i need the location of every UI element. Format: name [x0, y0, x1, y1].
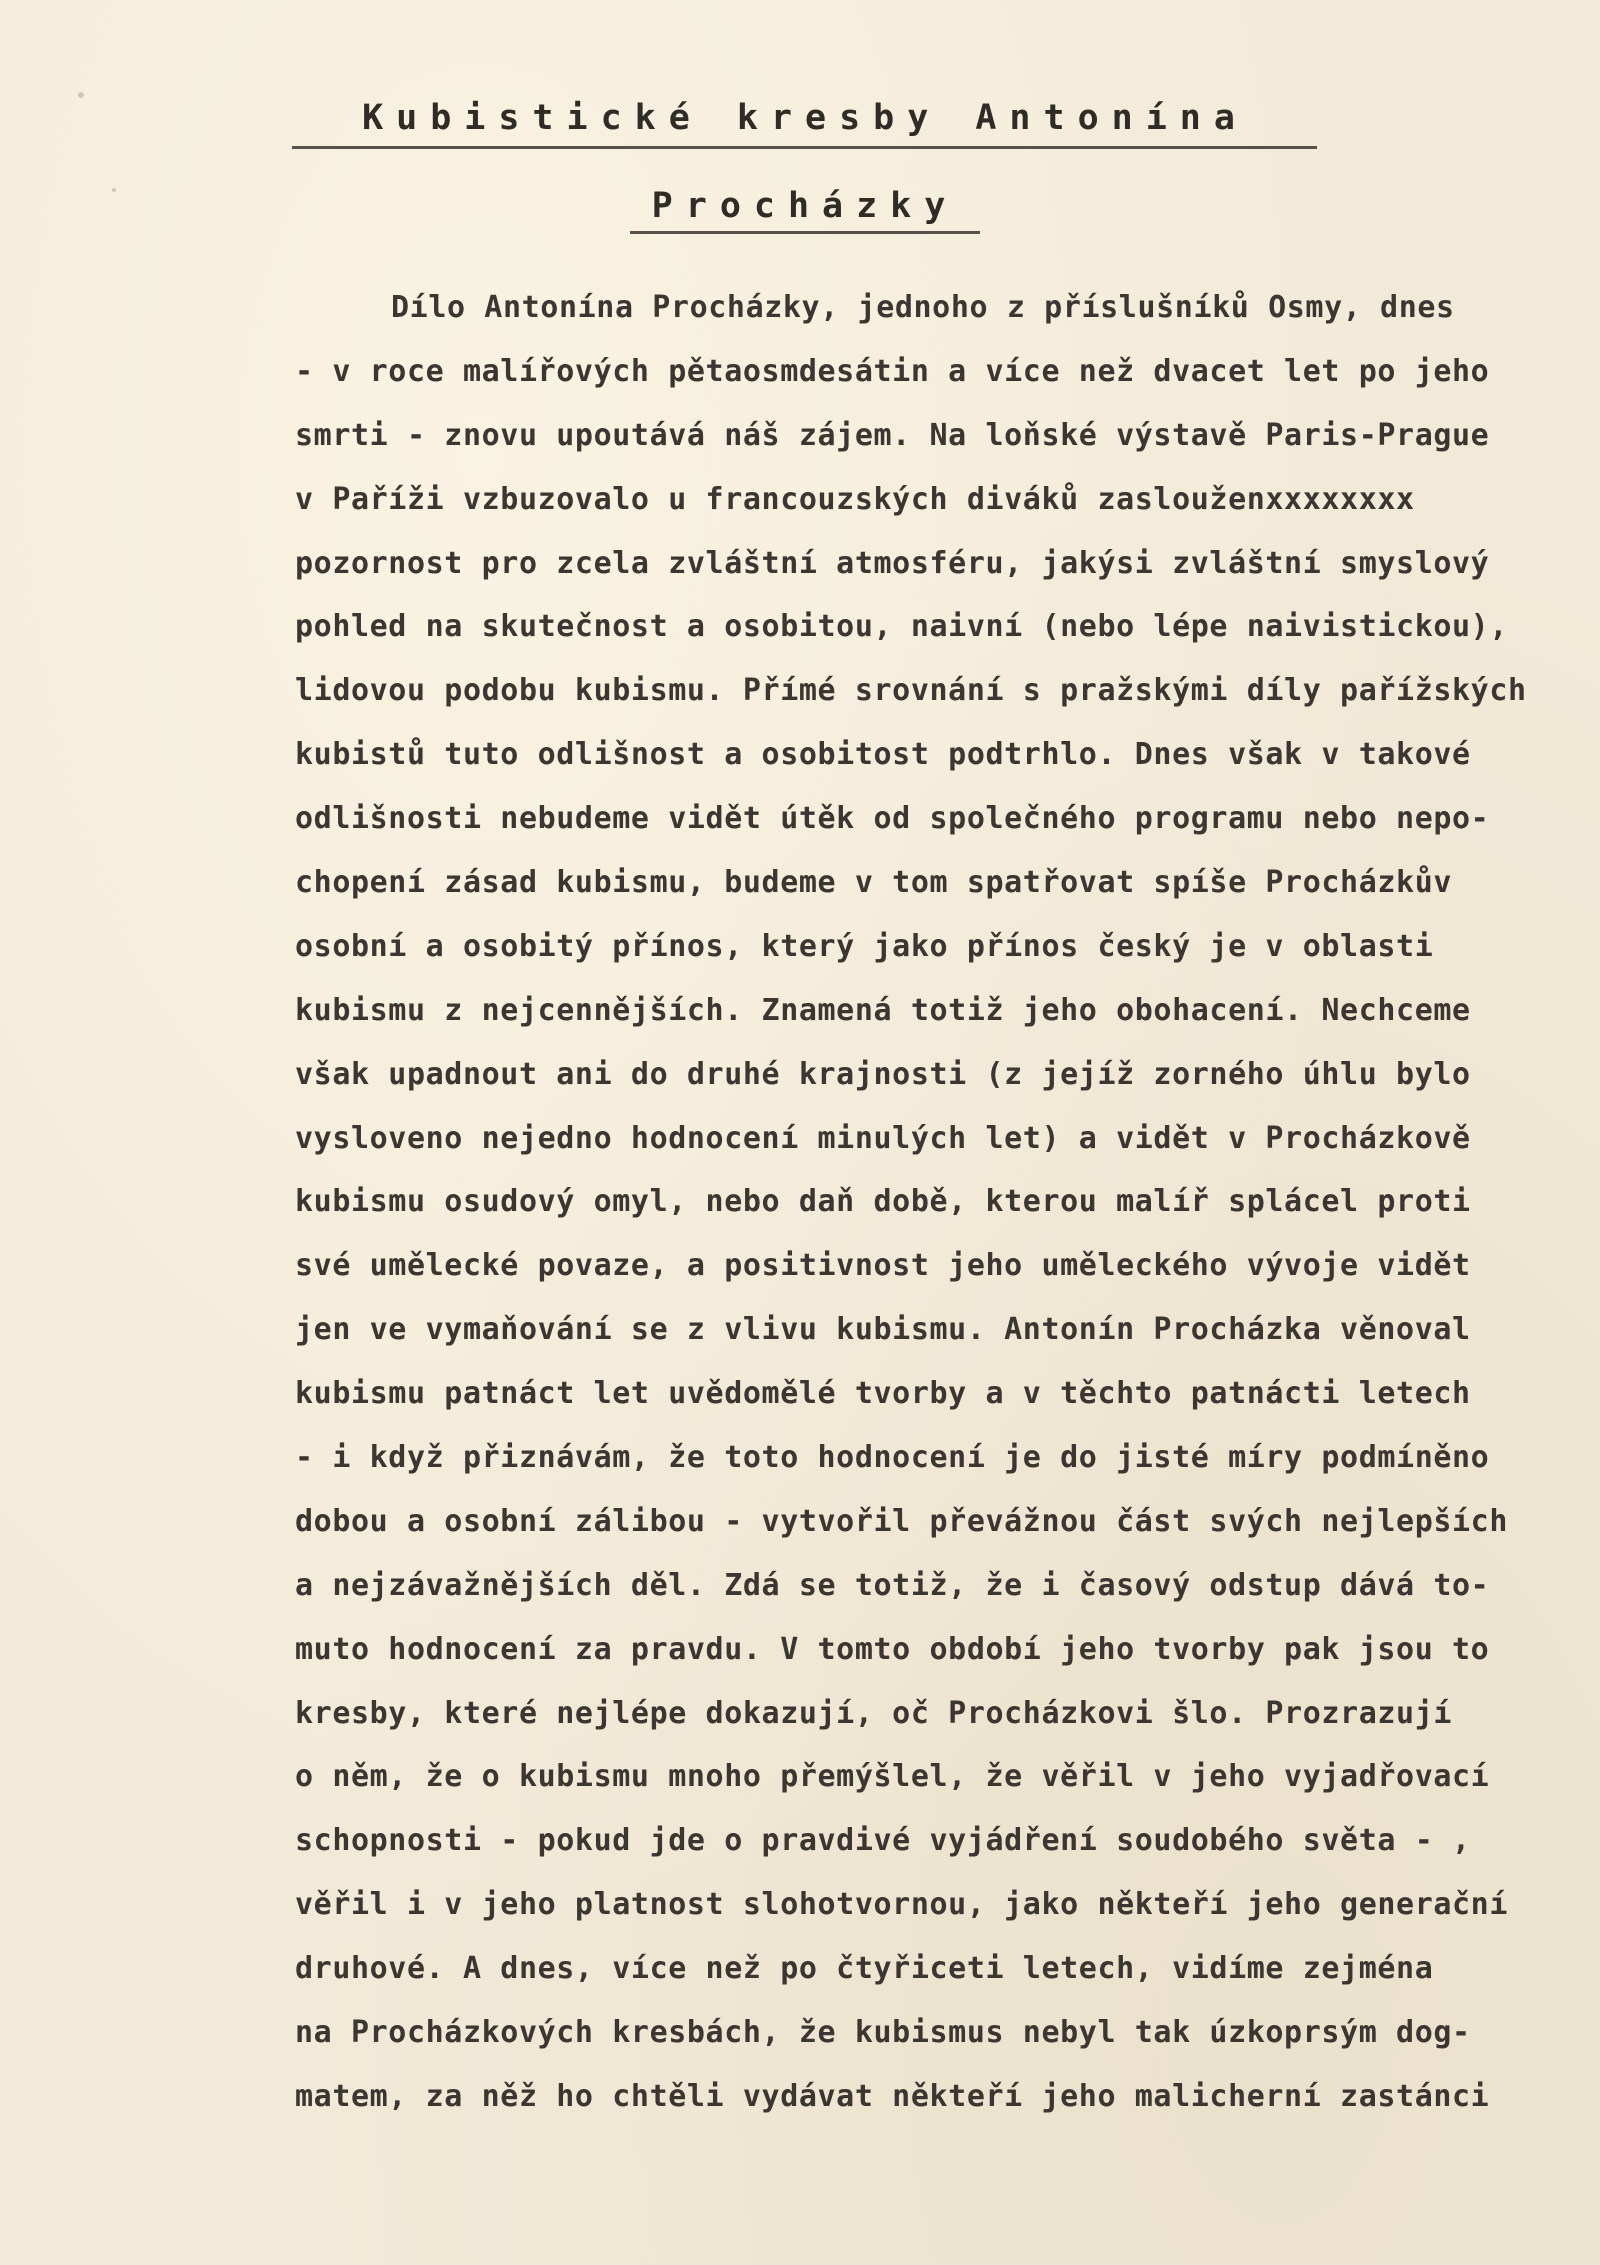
body-paragraph [295, 276, 1595, 2129]
text-line: kubismu osudový omyl, nebo daň době, kterou malíř splácel proti [295, 1184, 1471, 1220]
text-line: druhové. A dnes, více než po čtyřiceti letech, vidíme zejména [295, 1951, 1434, 1987]
paper-speck [112, 188, 116, 192]
text-line: v Paříži vzbuzovalo u francouzských diváků zaslouženxxxxxxxx [295, 481, 1415, 517]
text-line: smrti - znovu upoutává náš zájem. Na loňské výstavě Paris-Prague [295, 417, 1490, 453]
text-line: kubistů tuto odlišnost a osobitost podtrhlo. Dnes však v takové [295, 737, 1471, 773]
text-line: lidovou podobu kubismu. Přímé srovnání s pražskými díly pařížských [295, 673, 1527, 709]
text-line: věřil i v jeho platnost slohotvornou, jako někteří jeho generační [295, 1887, 1508, 1923]
text-line: muto hodnocení za pravdu. V tomto období jeho tvorby pak jsou to [295, 1631, 1490, 1667]
text-line: dobou a osobní zálibou - vytvořil převážnou část svých nejlepších [295, 1503, 1508, 1539]
text-line: Dílo Antonína Procházky, jednoho z příslušníků Osmy, dnes [391, 290, 1455, 325]
text-line: kubismu z nejcennějších. Znamená totiž jeho obohacení. Nechceme [295, 992, 1471, 1028]
text-line: a nejzávažnějších děl. Zdá se totiž, že i časový odstup dává to- [295, 1567, 1490, 1603]
text-line: vysloveno nejedno hodnocení minulých let) a vidět v Procházkově [295, 1120, 1471, 1156]
text-line: však upadnout ani do druhé krajnosti (z jejíž zorného úhlu bylo [295, 1056, 1471, 1092]
text-line: pohled na skutečnost a osobitou, naivní (nebo lépe naivistickou), [295, 609, 1508, 645]
text-line: - v roce malířových pětaosmdesátin a více než dvacet let po jeho [295, 353, 1490, 389]
paper-speck [78, 92, 84, 98]
text-line: odlišnosti nebudeme vidět útěk od společného programu nebo nepo- [295, 801, 1490, 837]
text-line: schopnosti - pokud jde o pravdivé vyjádření soudobého světa - , [295, 1823, 1471, 1859]
text-line: - i když přiznávám, že toto hodnocení je do jisté míry podmíněno [295, 1440, 1490, 1476]
text-line: pozornost pro zcela zvláštní atmosféru, jakýsi zvláštní smyslový [295, 545, 1490, 581]
title-underline [292, 146, 1317, 149]
text-line: kresby, které nejlépe dokazují, oč Procházkovi šlo. Prozrazují [295, 1695, 1453, 1731]
text-line: na Procházkových kresbách, že kubismus nebyl tak úzkoprsým dog- [295, 2015, 1471, 2051]
text-line: o něm, že o kubismu mnoho přemýšlel, že věřil v jeho vyjadřovací [295, 1759, 1490, 1795]
text-line: své umělecké povaze, a positivnost jeho uměleckého vývoje vidět [295, 1248, 1471, 1284]
text-line: matem, za něž ho chtěli vydávat někteří jeho malicherní zastánci [295, 2078, 1490, 2114]
title-underline-short [630, 231, 980, 234]
text-line: kubismu patnáct let uvědomělé tvorby a v těchto patnácti letech [295, 1376, 1471, 1412]
text-line: osobní a osobitý přínos, který jako přínos český je v oblasti [295, 928, 1434, 964]
text-line: jen ve vymaňování se z vlivu kubismu. Antonín Procházka věnoval [295, 1312, 1471, 1348]
text-line: chopení zásad kubismu, budeme v tom spatřovat spíše Procházkův [295, 865, 1453, 901]
document-title: Kubistické kresby Antonína [362, 98, 1248, 138]
document-title-continued: Procházky [651, 186, 959, 226]
